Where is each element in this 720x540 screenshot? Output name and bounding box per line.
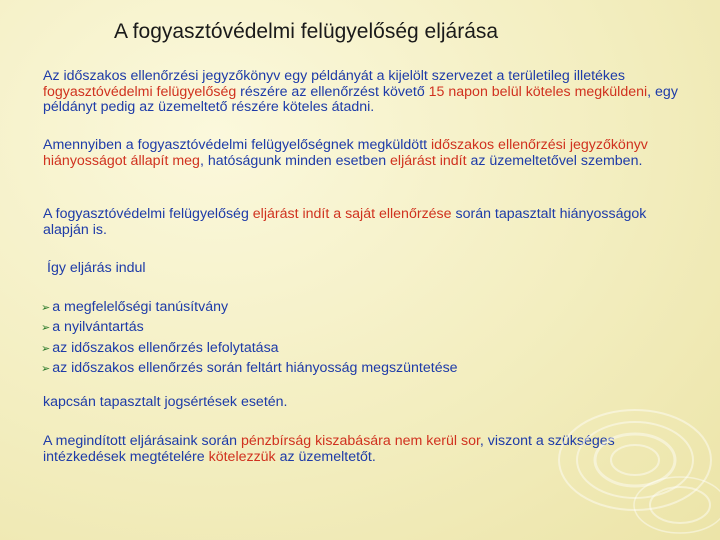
list-item: [41, 339, 458, 359]
highlight-text: kötelezzük: [208, 448, 276, 465]
text-segment: A megindított eljárásaink során: [43, 433, 241, 449]
highlight-text: eljárást indít: [390, 152, 467, 169]
text-segment: az üzemeltetőt.: [275, 448, 376, 465]
arrow-bullet-icon: ➢: [41, 342, 51, 355]
list-item: [41, 298, 458, 318]
highlight-text: pénzbírság kiszabására nem kerül sor: [240, 433, 480, 449]
list-item: [41, 359, 458, 379]
arrow-bullet-icon: ➢: [41, 322, 51, 335]
bullet-list: [41, 298, 458, 380]
text-segment: , viszont a szükséges intézkedések megtételére: [43, 433, 615, 465]
text-segment: A fogyasztóvédelmi felügyelőség: [43, 206, 253, 222]
paragraph-eljaras-indul: Így eljárás indul: [47, 260, 146, 276]
text-segment: , hatóságunk minden esetben: [199, 152, 391, 169]
list-item-text: az időszakos ellenőrzés lefolytatása: [52, 339, 279, 356]
list-item: [41, 318, 458, 338]
list-item-text: a nyilvántartás: [52, 319, 144, 336]
highlight-text: köteles megküldeni: [521, 83, 648, 100]
text-segment: részére az ellenőrzést követő: [236, 83, 429, 100]
highlight-text: időszakos ellenőrzési jegyzőkönyv hiányosságot állapít meg: [43, 137, 648, 169]
text-segment: során tapasztalt hiányosságok alapján is.: [43, 206, 647, 238]
paragraph-ellenorzesi-jegyzokonyv: [43, 69, 683, 116]
text-segment: Amennyiben a fogyasztóvédelmi felügyelőségnek megküldött: [43, 137, 432, 153]
paragraph-hianyossag: [43, 138, 683, 169]
paragraph-jogsertesek: kapcsán tapasztalt jogsértések esetén.: [43, 394, 288, 410]
arrow-bullet-icon: ➢: [41, 302, 51, 314]
highlight-text: 15 napon belül: [428, 83, 522, 100]
list-item-text: az időszakos ellenőrzés során feltárt hiányosság megszüntetése: [52, 360, 458, 377]
highlight-text: eljárást indít a saját ellenőrzése: [252, 206, 452, 222]
arrow-bullet-icon: ➢: [41, 363, 51, 376]
decorative-swirl-icon: [520, 340, 720, 540]
page-title: A fogyasztóvédelmi felügyelőség eljárása: [114, 20, 499, 43]
text-segment: , egy példányt pedig az üzemeltető részére köteles átadni.: [43, 83, 678, 115]
text-segment: Az időszakos ellenőrzési jegyzőkönyv egy példányát a kijelölt szervezet a területileg illetékes: [43, 68, 625, 84]
text-segment: az üzemeltetővel szemben.: [466, 152, 643, 169]
highlight-text: fogyasztóvédelmi felügyelőség: [43, 83, 237, 100]
list-item-text: a megfelelőségi tanúsítvány: [52, 299, 229, 315]
paragraph-sajat-ellenorzes: [43, 207, 683, 238]
